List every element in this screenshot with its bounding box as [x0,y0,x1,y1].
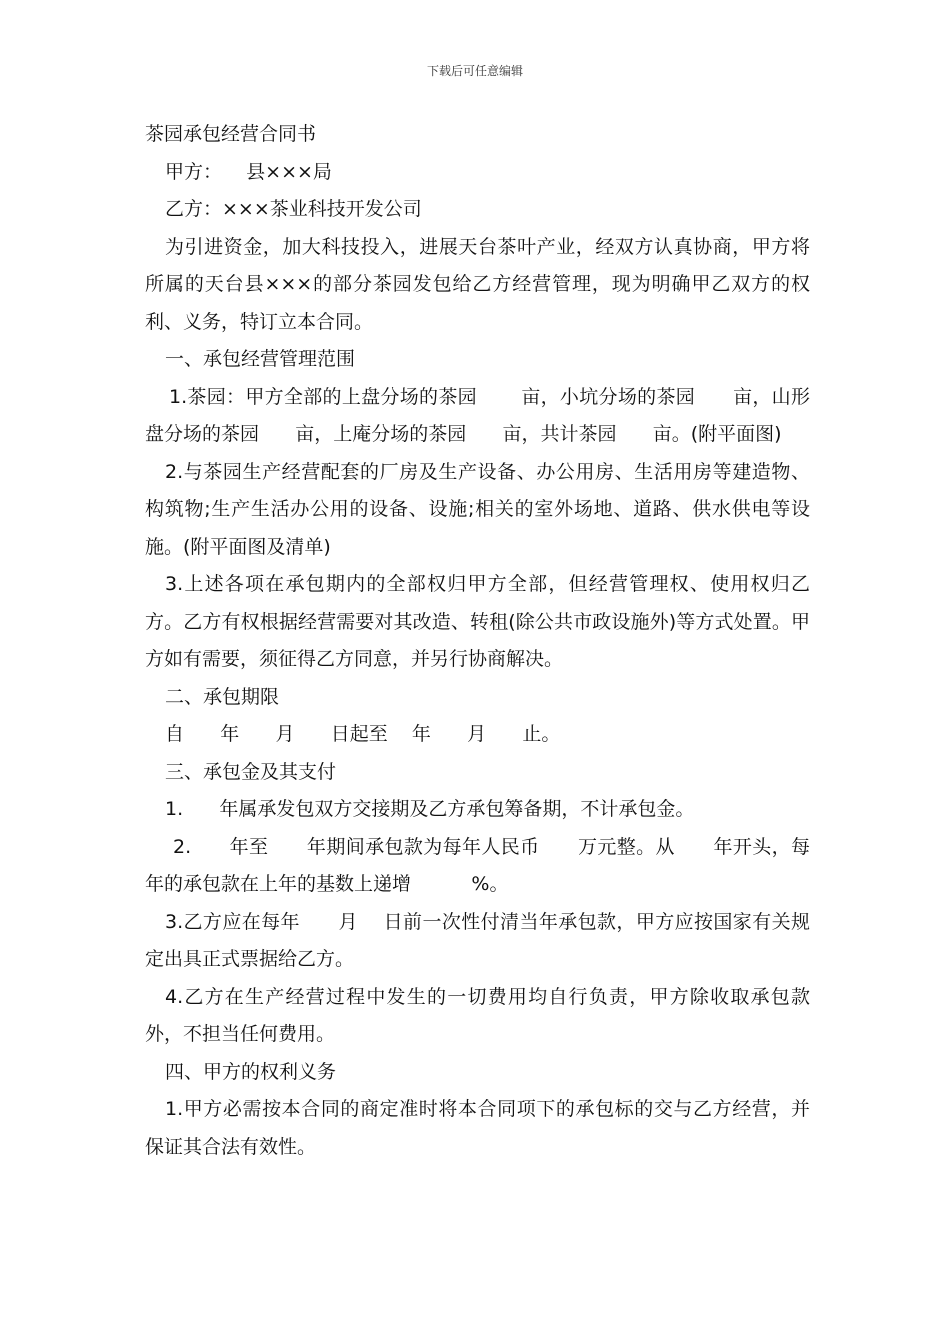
section-1-item-2: 2.与茶园生产经营配套的厂房及生产设备、办公用房、生活用房等建造物、构筑物;生产生活办公用的设备、设施;相关的室外场地、道路、供水供电等设施。(附平面图及清单) [145,460,810,558]
party-b-line: 乙方：×××茶业科技开发公司 [165,198,422,220]
section-2-heading: 二、承包期限 [165,685,280,708]
section-1-item-3: 3.上述各项在承包期内的全部权归甲方全部，但经营管理权、使用权归乙方。乙方有权根据经营需要对其改造、转租(除公共市政设施外)等方式处置。甲方如有需要，须征得乙方同意，并另行协商解决。 [145,573,810,670]
page-header: 下载后可任意编辑 [426,64,523,78]
section-1-item-1: 1.茶园：甲方全部的上盘分场的茶园 亩，小坑分场的茶园 亩，山形盘分场的茶园 亩，上庵分场的茶园 亩，共计茶园 亩。(附平面图) [145,385,810,445]
section-3-item-1: 1. 年属承发包双方交接期及乙方承包筹备期，不计承包金。 [165,798,695,820]
section-3-heading: 三、承包金及其支付 [165,760,337,783]
preamble-paragraph: 为引进资金，加大科技投入，进展天台茶叶产业，经双方认真协商，甲方将所属的天台县×××的部分茶园发包给乙方经营管理，现为明确甲乙双方的权利、义务，特订立本合同。 [145,235,810,333]
section-4-item-1: 1.甲方必需按本合同的商定准时将本合同项下的承包标的交与乙方经营，并保证其合法有效性。 [145,1098,810,1158]
section-3-item-3: 3.乙方应在每年 月 日前一次性付清当年承包款，甲方应按国家有关规定出具正式票据给乙方。 [145,910,810,970]
section-4-heading: 四、甲方的权利义务 [165,1060,337,1083]
document-body [145,116,810,1166]
section-1-heading: 一、承包经营管理范围 [165,348,356,370]
party-a-line: 甲方： 县×××局 [165,160,332,183]
section-3-item-2: 2. 年至 年期间承包款为每年人民币 万元整。从 年开头，每年的承包款在上年的基数上递增 %。 [145,835,810,895]
document-title: 茶园承包经营合同书 [145,123,317,145]
section-2-term-line: 自 年 月 日起至 年 月 止。 [165,723,561,745]
section-3-item-4: 4.乙方在生产经营过程中发生的一切费用均自行负责，甲方除收取承包款外，不担当任何费用。 [145,985,810,1045]
